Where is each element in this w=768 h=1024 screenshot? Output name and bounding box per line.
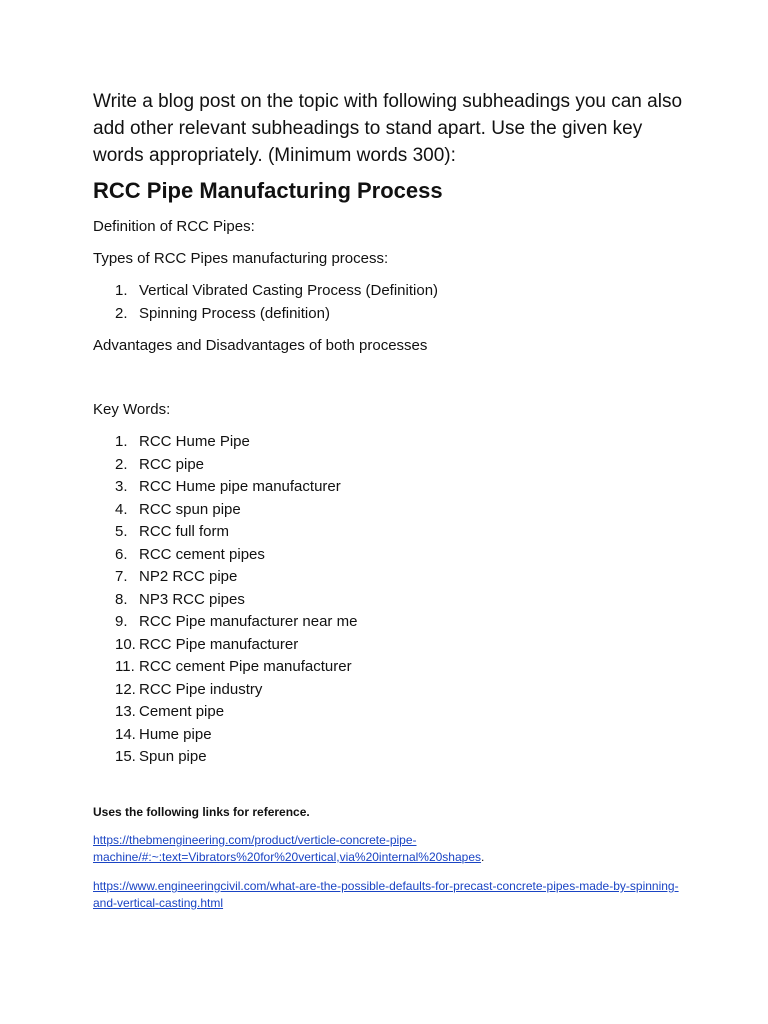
reference-link-1[interactable]: https://thebmengineering.com/product/verticle-concrete-pipe-machine/#:~:text=Vibrators%20for%20vertical,via%20internal%20shapes — [93, 833, 482, 864]
list-item — [115, 499, 357, 522]
list-number: 10. — [115, 635, 136, 653]
list-item — [115, 701, 357, 724]
list-number: 1. — [115, 433, 128, 450]
list-item — [115, 589, 357, 612]
list-text: Vertical Vibrated Casting Process (Definition) — [139, 282, 439, 299]
list-text: RCC spun pipe — [139, 500, 241, 518]
document-page — [93, 88, 693, 910]
list-text: RCC Hume pipe manufacturer — [139, 478, 341, 495]
list-item — [115, 454, 357, 477]
list-text: RCC Pipe manufacturer near me — [139, 613, 358, 630]
list-number: 12. — [115, 680, 136, 698]
list-text: Cement pipe — [139, 703, 225, 720]
list-number: 6. — [115, 545, 128, 563]
list-item — [115, 544, 357, 567]
keywords-list — [115, 431, 357, 769]
list-item — [115, 634, 357, 657]
list-text: Spinning Process (definition) — [139, 304, 330, 322]
link-suffix: . — [481, 850, 485, 864]
list-item — [115, 746, 357, 769]
reference-link-2[interactable]: https://www.engineeringcivil.com/what-are-the-possible-defaults-for-precast-concrete-pipes-made-by-spinning-and-vertical-casting.html — [93, 879, 679, 910]
list-text: RCC Pipe industry — [139, 680, 263, 698]
list-number: 13. — [115, 703, 136, 720]
list-number: 11. — [115, 658, 135, 675]
list-text: Spun pipe — [139, 748, 207, 765]
keywords-label: Key Words: — [93, 401, 171, 418]
list-number: 7. — [115, 568, 128, 585]
list-number: 14. — [115, 725, 136, 743]
intro-paragraph: Write a blog post on the topic with following subheadings you can also add other relevant subheadings to stand apart. Use the given key words appropriately. (Minimum words 300): — [93, 91, 683, 166]
list-number: 1. — [115, 282, 128, 299]
list-item — [115, 303, 438, 326]
advantages-label: Advantages and Disadvantages of both processes — [93, 337, 428, 354]
reference-link-block — [93, 878, 693, 912]
list-text: RCC cement pipes — [139, 545, 265, 563]
types-label: Types of RCC Pipes manufacturing process: — [93, 250, 389, 267]
list-item — [115, 521, 357, 544]
list-text: RCC pipe — [139, 455, 205, 473]
list-item — [115, 280, 438, 303]
types-list — [115, 280, 438, 325]
list-text: RCC full form — [139, 523, 230, 540]
list-text: Hume pipe — [139, 725, 212, 743]
definition-label: Definition of RCC Pipes: — [93, 218, 255, 235]
links-label: Uses the following links for reference. — [93, 805, 310, 819]
list-text: NP2 RCC pipe — [139, 568, 238, 585]
list-text: RCC cement Pipe manufacturer — [139, 658, 352, 675]
reference-link-block — [93, 832, 693, 866]
list-number: 8. — [115, 590, 128, 608]
list-item — [115, 724, 357, 747]
list-number: 9. — [115, 613, 128, 630]
list-number: 5. — [115, 523, 128, 540]
list-number: 15. — [115, 748, 136, 765]
list-item — [115, 611, 357, 634]
list-item — [115, 476, 357, 499]
list-number: 4. — [115, 500, 128, 518]
list-text: RCC Hume Pipe — [139, 433, 250, 450]
list-text: NP3 RCC pipes — [139, 590, 245, 608]
list-item — [115, 656, 357, 679]
list-number: 2. — [115, 455, 128, 473]
list-item — [115, 566, 357, 589]
list-item — [115, 679, 357, 702]
list-text: RCC Pipe manufacturer — [139, 635, 299, 653]
list-number: 3. — [115, 478, 128, 495]
list-number: 2. — [115, 304, 128, 322]
document-title: RCC Pipe Manufacturing Process — [93, 178, 443, 203]
list-item — [115, 431, 357, 454]
